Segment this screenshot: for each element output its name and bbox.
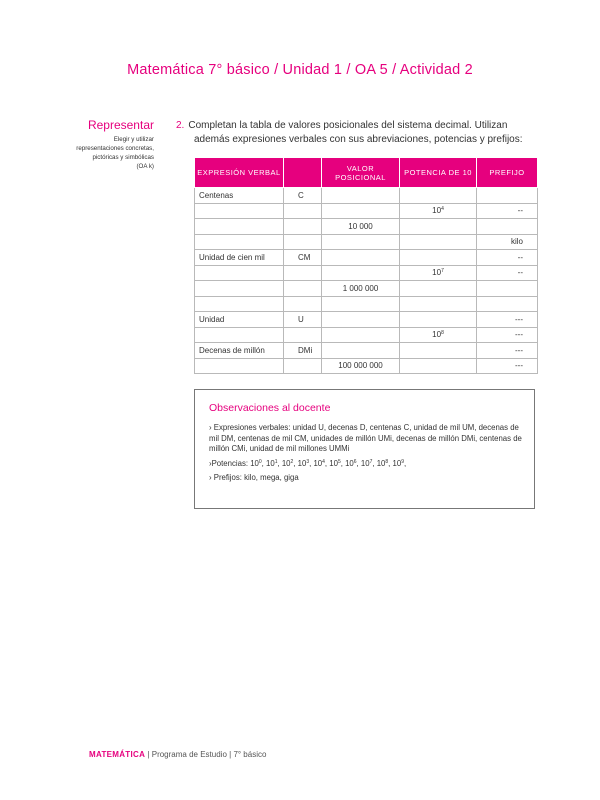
- cell-verbal-expression: [195, 358, 284, 374]
- cell-prefix: ---: [477, 343, 538, 359]
- cell-prefix: [477, 281, 538, 297]
- cell-power-of-ten: [400, 265, 477, 281]
- power-base: 10: [266, 458, 275, 468]
- sidebar-note-line: (OA k): [136, 163, 154, 170]
- power-base: 10: [432, 330, 442, 340]
- cell-verbal-expression: [195, 265, 284, 281]
- header-place-value: VALOR POSICIONAL: [322, 158, 400, 188]
- cell-prefix: [477, 219, 538, 235]
- power-exponent: 7: [369, 458, 373, 465]
- header-abbreviation: [284, 158, 322, 188]
- cell-power-of-ten: [400, 281, 477, 297]
- powers-list: $10^0$, $10^1$, $10^2$, $10^3$, $10^4$, $10^5$, $10^6$, $10^7$, $10^8$, $10^9$,: [250, 458, 407, 468]
- power-exponent: 0: [258, 458, 262, 465]
- table-row: [195, 234, 538, 250]
- verbal-expressions-note: › Expresiones verbales: unidad U, decenas D, centenas C, unidad de mil UM, decenas de mil DM, centenas de mil CM, unidades de millón UMi, decenas de millón DMi, centenas de millón CMi, unidad de mil millones UMMi: [209, 423, 522, 453]
- table-row: [195, 358, 538, 374]
- power-exponent: 7: [441, 268, 444, 275]
- cell-prefix: ---: [477, 312, 538, 328]
- activity-statement: [176, 119, 546, 147]
- page-footer: [89, 750, 266, 759]
- sidebar-title: Representar: [87, 118, 154, 132]
- cell-place-value: [322, 188, 400, 204]
- table-row: [195, 188, 538, 204]
- cell-verbal-expression: [195, 327, 284, 343]
- table-row: [195, 219, 538, 235]
- cell-prefix: [477, 296, 538, 312]
- powers-label: ›Potencias:: [209, 458, 249, 468]
- cell-abbreviation: [284, 281, 322, 297]
- cell-place-value: [322, 296, 400, 312]
- table-row: [195, 312, 538, 328]
- header-power-of-ten: POTENCIA DE 10: [400, 158, 477, 188]
- cell-power-of-ten: [400, 250, 477, 266]
- table-row: [195, 281, 538, 297]
- table-row: [195, 265, 538, 281]
- cell-power-of-ten: [400, 188, 477, 204]
- page-title: Matemática 7° básico / Unidad 1 / OA 5 / Actividad 2: [127, 62, 473, 78]
- power-exponent: 2: [290, 458, 294, 465]
- cell-power-of-ten: [400, 358, 477, 374]
- cell-verbal-expression: [195, 219, 284, 235]
- activity-number: 2.: [176, 120, 185, 131]
- cell-verbal-expression: [195, 296, 284, 312]
- power-base: 10: [432, 206, 442, 216]
- cell-prefix: --: [477, 203, 538, 219]
- table-header-row: [195, 158, 538, 188]
- cell-prefix: --: [477, 250, 538, 266]
- cell-abbreviation: [284, 203, 322, 219]
- power-base: 10: [313, 458, 323, 468]
- cell-prefix: [477, 188, 538, 204]
- cell-verbal-expression: Unidad de cien mil: [195, 250, 284, 266]
- table-row: [195, 343, 538, 359]
- power-base: 10: [329, 458, 338, 468]
- prefixes-note: › Prefijos: kilo, mega, giga: [209, 473, 299, 482]
- sidebar-note-line: representaciones concretas,: [76, 145, 154, 152]
- cell-prefix: ---: [477, 327, 538, 343]
- place-value-table: [194, 157, 538, 374]
- cell-abbreviation: [284, 358, 322, 374]
- cell-abbreviation: U: [284, 312, 322, 328]
- cell-prefix: --: [477, 265, 538, 281]
- power-exponent: 6: [353, 458, 357, 465]
- cell-abbreviation: [284, 219, 322, 235]
- header-prefix: PREFIJO: [477, 158, 538, 188]
- cell-verbal-expression: [195, 203, 284, 219]
- cell-verbal-expression: Decenas de millón: [195, 343, 284, 359]
- cell-place-value: 100 000 000: [322, 358, 400, 374]
- sidebar-note: [24, 135, 154, 171]
- cell-abbreviation: C: [284, 188, 322, 204]
- cell-abbreviation: CM: [284, 250, 322, 266]
- cell-verbal-expression: Centenas: [195, 188, 284, 204]
- footer-program: Programa de Estudio: [151, 750, 227, 759]
- table-row: [195, 327, 538, 343]
- cell-place-value: 1 000 000: [322, 281, 400, 297]
- cell-place-value: [322, 265, 400, 281]
- power-exponent: 1: [274, 458, 278, 465]
- power-exponent: 4: [322, 458, 325, 465]
- cell-power-of-ten: [400, 343, 477, 359]
- power-exponent: 5: [337, 458, 341, 465]
- cell-power-of-ten: [400, 234, 477, 250]
- power-base: 10: [392, 458, 402, 468]
- footer-separator: |: [229, 750, 232, 759]
- cell-prefix: kilo: [477, 234, 538, 250]
- power-exponent: 4: [441, 206, 444, 213]
- cell-abbreviation: [284, 265, 322, 281]
- power-base: 10: [345, 458, 354, 468]
- power-base: 10: [360, 458, 370, 468]
- cell-power-of-ten: [400, 296, 477, 312]
- cell-verbal-expression: [195, 281, 284, 297]
- cell-place-value: [322, 312, 400, 328]
- cell-abbreviation: [284, 327, 322, 343]
- power-exponent: 8: [441, 330, 444, 337]
- cell-place-value: [322, 327, 400, 343]
- cell-abbreviation: DMi: [284, 343, 322, 359]
- power-base: 10: [376, 458, 386, 468]
- cell-power-of-ten: [400, 219, 477, 235]
- power-base: 10: [281, 458, 291, 468]
- power-base: 10: [297, 458, 307, 468]
- cell-verbal-expression: [195, 234, 284, 250]
- cell-power-of-ten: [400, 327, 477, 343]
- table-row: [195, 203, 538, 219]
- activity-line-2: además expresiones verbales con sus abreviaciones, potencias y prefijos:: [194, 134, 523, 145]
- activity-line-1: Completan la tabla de valores posicionales del sistema decimal. Utilizan: [188, 120, 508, 131]
- sidebar-note-line: Elegir y utilizar: [113, 136, 154, 143]
- header-verbal-expression: EXPRESIÓN VERBAL: [195, 158, 284, 188]
- cell-power-of-ten: [400, 312, 477, 328]
- cell-verbal-expression: Unidad: [195, 312, 284, 328]
- teacher-notes-box: [194, 389, 535, 509]
- footer-brand: MATEMÁTICA: [89, 750, 146, 759]
- cell-abbreviation: [284, 296, 322, 312]
- footer-separator: |: [147, 750, 150, 759]
- cell-power-of-ten: [400, 203, 477, 219]
- footer-level: 7° básico: [233, 750, 267, 759]
- power-base: 10: [432, 268, 442, 278]
- table-row: [195, 250, 538, 266]
- power-exponent: 8: [385, 458, 389, 465]
- sidebar: [24, 118, 154, 171]
- cell-place-value: [322, 250, 400, 266]
- cell-place-value: [322, 203, 400, 219]
- power-base: 10: [250, 458, 259, 468]
- cell-prefix: ---: [477, 358, 538, 374]
- teacher-notes-title: Observaciones al docente: [209, 402, 331, 414]
- cell-place-value: [322, 343, 400, 359]
- cell-place-value: [322, 234, 400, 250]
- power-exponent: 9: [401, 458, 404, 465]
- powers-note: [209, 459, 522, 470]
- sidebar-note-line: pictóricas y simbólicas: [92, 154, 154, 161]
- cell-place-value: 10 000: [322, 219, 400, 235]
- table-row: [195, 296, 538, 312]
- cell-abbreviation: [284, 234, 322, 250]
- power-exponent: 3: [306, 458, 310, 465]
